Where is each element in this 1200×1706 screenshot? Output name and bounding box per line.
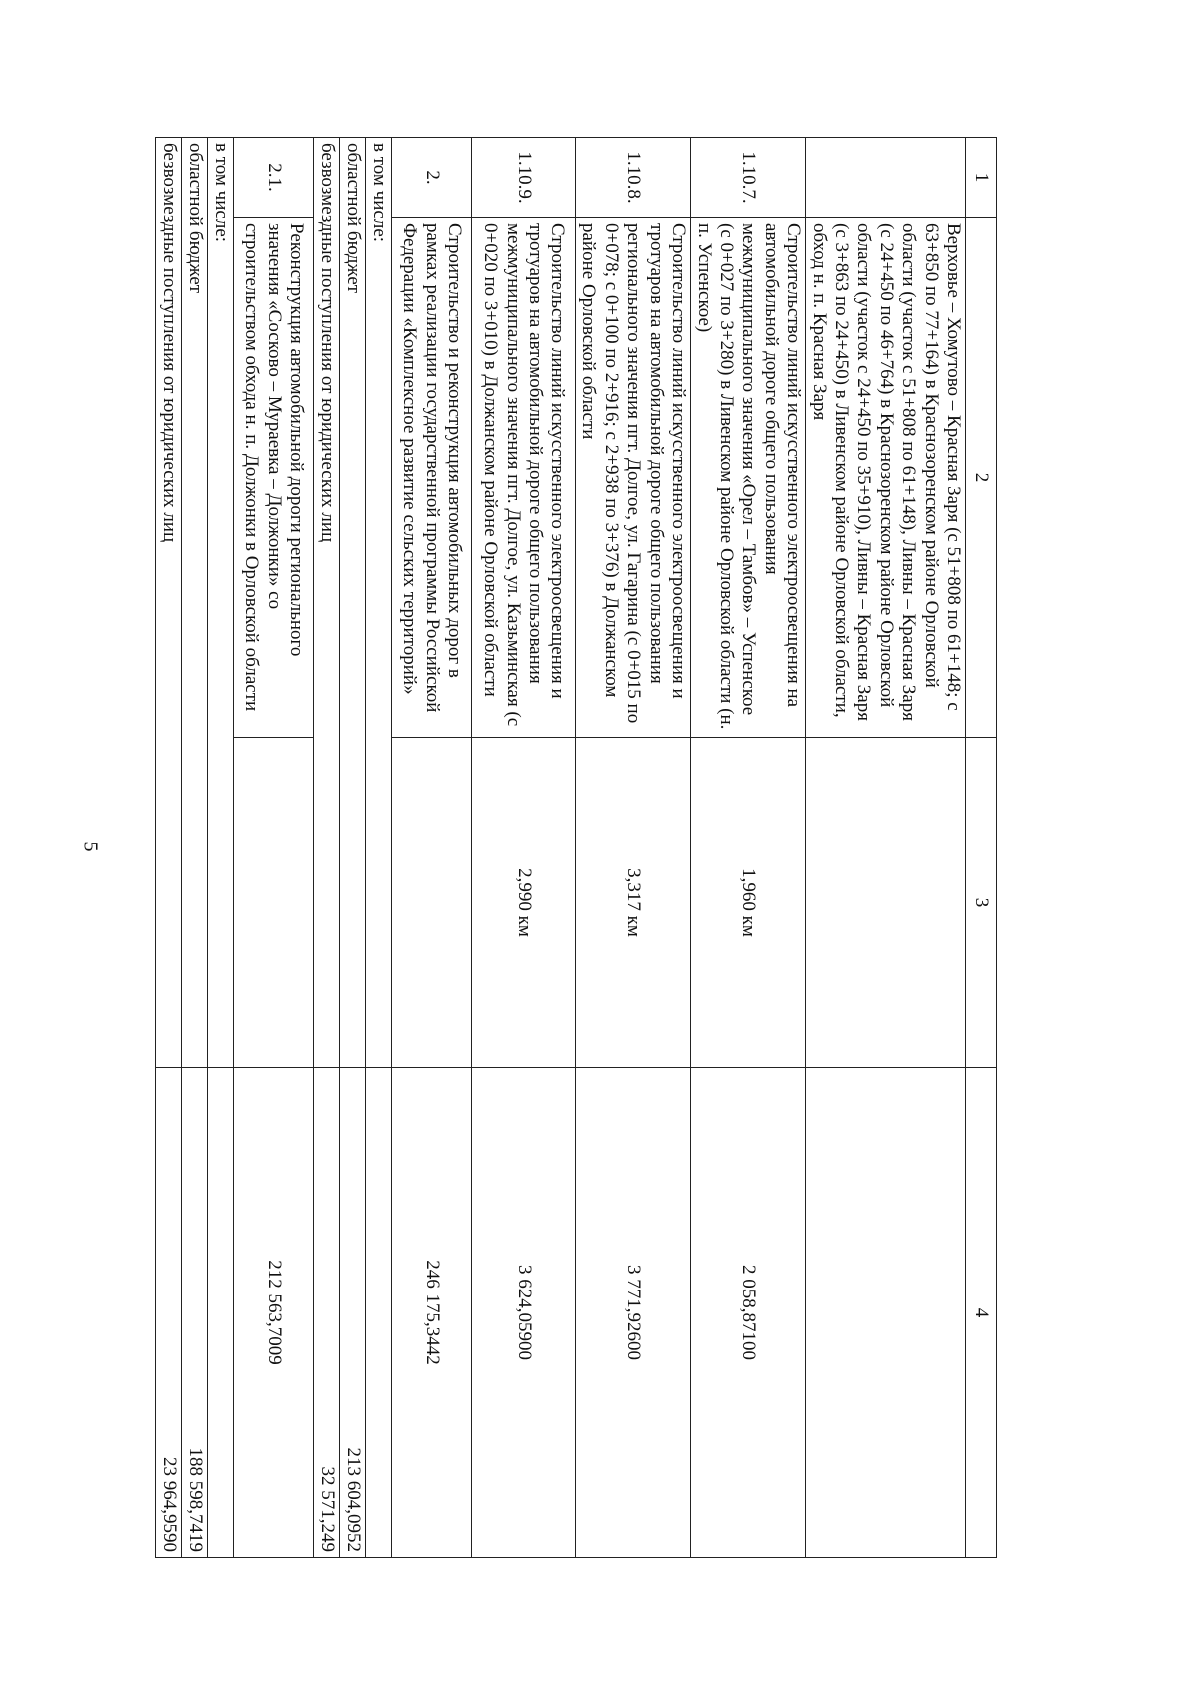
header-cell: 2	[966, 218, 997, 738]
row-number: 1.10.8.	[576, 138, 691, 218]
subtotal-heading-row	[366, 138, 392, 1558]
row-length: 3,317 км	[576, 738, 691, 1068]
row-length	[234, 738, 314, 1068]
subtotal-row	[314, 138, 340, 1558]
regional-budget-label: областной бюджет	[340, 138, 366, 1068]
row-number: 2.	[392, 138, 472, 218]
row-description: Строительство линий искусственного электроосвещения и тротуаров на автомобильной дороге общего пользования межмуниципального значения пгт. Долгое, ул. Казьминская (с 0+020 по 3+010) в Должанском районе Орловской области	[472, 218, 576, 738]
subtotal-row	[182, 138, 208, 1558]
table-row	[392, 138, 472, 1558]
regional-budget-value: 213 604,0952	[340, 1068, 366, 1558]
row-amount	[806, 1068, 966, 1558]
free-receipts-label: безвозмездные поступления от юридических лиц	[156, 138, 182, 1068]
row-number	[806, 138, 966, 218]
row-length: 2,990 км	[472, 738, 576, 1068]
row-length	[392, 738, 472, 1068]
row-description: Строительство и реконструкция автомобильных дорог в рамках реализации государственной программы Российской Федерации «Комплексное развитие сельских территорий»	[392, 218, 472, 738]
row-number: 2.1.	[234, 138, 314, 218]
free-receipts-value: 32 571,249	[314, 1068, 340, 1558]
header-cell: 3	[966, 738, 997, 1068]
row-description: Реконструкция автомобильной дороги регионального значения «Сосково – Мураевка – Должонки» со строительством обхода н. п. Должонки в Орловской области	[234, 218, 314, 738]
row-amount: 246 175,3442	[392, 1068, 472, 1558]
header-row	[966, 138, 997, 1558]
row-amount: 3 771,92600	[576, 1068, 691, 1558]
budget-table	[155, 137, 997, 1558]
row-description: Верховье – Хомутово – Красная Заря (с 51+808 по 61+148; с 63+850 по 77+164) в Краснозоренском районе Орловской области (участок с 51+808 по 61+148), Ливны – Красная Заря (с 24+450 по 46+764) в Краснозоренском районе Орловской области (участок с 24+450 по 35+910), Ливны – Красная Заря (с 3+863 по 24+450) в Ливенском районе Орловской области, обход н. п. Красная Заря	[806, 218, 966, 738]
empty-cell	[366, 1068, 392, 1558]
page-number: 5	[79, 841, 102, 852]
row-amount: 212 563,7009	[234, 1068, 314, 1558]
header-cell: 1	[966, 138, 997, 218]
subtotal-heading-row	[208, 138, 234, 1558]
row-amount: 3 624,05900	[472, 1068, 576, 1558]
row-number: 1.10.9.	[472, 138, 576, 218]
table-row	[234, 138, 314, 1558]
table-row	[472, 138, 576, 1558]
table-row	[691, 138, 806, 1558]
row-description: Строительство линий искусственного электроосвещения на автомобильной дороге общего пользования межмуниципального значения «Орел – Тамбов» – Успенское (с 0+027 по 3+280) в Ливенском районе Орловской области (н. п. Успенское)	[691, 218, 806, 738]
table-row	[806, 138, 966, 1558]
in-total-label: в том числе:	[366, 138, 392, 1068]
row-length	[806, 738, 966, 1068]
regional-budget-value: 188 598,7419	[182, 1068, 208, 1558]
regional-budget-label: областной бюджет	[182, 138, 208, 1068]
subtotal-row	[156, 138, 182, 1558]
table-row	[576, 138, 691, 1558]
free-receipts-value: 23 964,9590	[156, 1068, 182, 1558]
row-number: 1.10.7.	[691, 138, 806, 218]
empty-cell	[208, 1068, 234, 1558]
free-receipts-label: безвозмездные поступления от юридических лиц	[314, 138, 340, 1068]
row-amount: 2 058,87100	[691, 1068, 806, 1558]
table-container	[158, 137, 997, 1557]
row-description: Строительство линий искусственного электроосвещения и тротуаров на автомобильной дороге общего пользования регионального значения пгт. Долгое, ул. Гагарина (с 0+015 по 0+078; с 0+100 по 2+916; с 2+938 по 3+376) в Должанском районе Орловской области	[576, 218, 691, 738]
row-length: 1,960 км	[691, 738, 806, 1068]
header-cell: 4	[966, 1068, 997, 1558]
in-total-label: в том числе:	[208, 138, 234, 1068]
subtotal-row	[340, 138, 366, 1558]
